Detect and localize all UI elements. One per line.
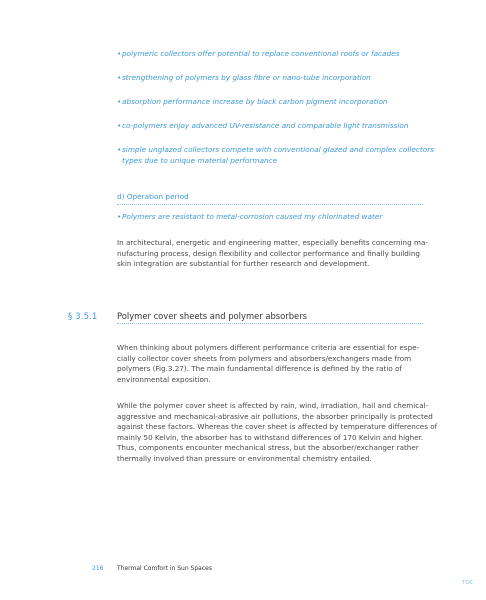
bullet-item: [117, 121, 437, 132]
bullet-marker: •: [117, 121, 122, 130]
bullet-marker: •: [117, 145, 122, 154]
paragraph-line: mainly 50 Kelvin, the absorber has to withstand differences of 170 Kelvin and higher.: [117, 432, 424, 442]
section-number: § 3.5.1: [68, 311, 98, 321]
paragraph-line: aggressive and mechanical-abrasive air pollutions, the absorber principally is protected: [117, 411, 433, 421]
bullet-marker: •: [117, 97, 122, 106]
bullet-item: [117, 73, 437, 84]
bullet-text: simple unglazed collectors compete with conventional glazed and complex collectors: [122, 145, 435, 154]
section-divider: [117, 323, 423, 324]
paragraph-line: While the polymer cover sheet is affected by rain, wind, irradiation, hail and chemical-: [117, 401, 429, 410]
operation-bullet: [117, 212, 437, 223]
paragraph-line: environmental exposition.: [117, 374, 211, 384]
toc-link[interactable]: TOC: [462, 580, 474, 586]
operation-period-heading: d) Operation period: [117, 192, 189, 201]
bullet-text-continued: types due to unique material performance: [122, 155, 278, 165]
paragraph-line: cially collector cover sheets from polymers and absorbers/exchangers made from: [117, 353, 412, 363]
running-title: Thermal Comfort in Sun Spaces: [117, 565, 212, 572]
bullet-item: [117, 49, 437, 60]
paragraph-line: skin integration are substantial for further research and development.: [117, 259, 370, 269]
bullet-marker: •: [117, 73, 122, 82]
section-title: Polymer cover sheets and polymer absorbers: [117, 311, 308, 321]
bullet-text: Polymers are resistant to metal-corrosion caused my chlorinated water: [122, 212, 383, 221]
paragraph-intro: [117, 238, 429, 270]
bullet-text: co-polymers enjoy advanced UV-resistance and comparable light transmission: [122, 121, 409, 130]
paragraph-line: against these factors. Whereas the cover sheet is affected by temperature differences of: [117, 422, 438, 432]
bullet-text: strengthening of polymers by glass fibre or nano-tube incorporation: [122, 73, 371, 82]
paragraph-exposure: [117, 401, 438, 465]
paragraph-line: In architectural, energetic and engineering matter, especially benefits concerning ma-: [117, 238, 428, 247]
paragraph-line: polymers (Fig.3.27). The main fundamental difference is defined by the ratio of: [117, 364, 402, 374]
paragraph-line: When thinking about polymers different performance criteria are essential for espe-: [117, 343, 420, 352]
bullet-marker: •: [117, 49, 122, 58]
page-number: 216: [92, 565, 104, 572]
paragraph-line: nufacturing process, design flexibility and collector performance and finally building: [117, 248, 420, 258]
heading-divider: [117, 204, 423, 205]
bullet-text: absorption performance increase by black carbon pigment incorporation: [122, 97, 388, 106]
paragraph-line: Thus, components encounter mechanical stress, but the absorber/exchanger rather: [117, 443, 419, 453]
bullet-text: polymeric collectors offer potential to replace conventional roofs or facades: [122, 49, 400, 58]
bullet-marker: •: [117, 212, 122, 221]
bullet-item: [117, 97, 437, 108]
paragraph-line: thermally involved than pressure or environmental chemistry entailed.: [117, 453, 372, 463]
bullet-item: [117, 145, 437, 166]
paragraph-criteria: [117, 343, 429, 385]
